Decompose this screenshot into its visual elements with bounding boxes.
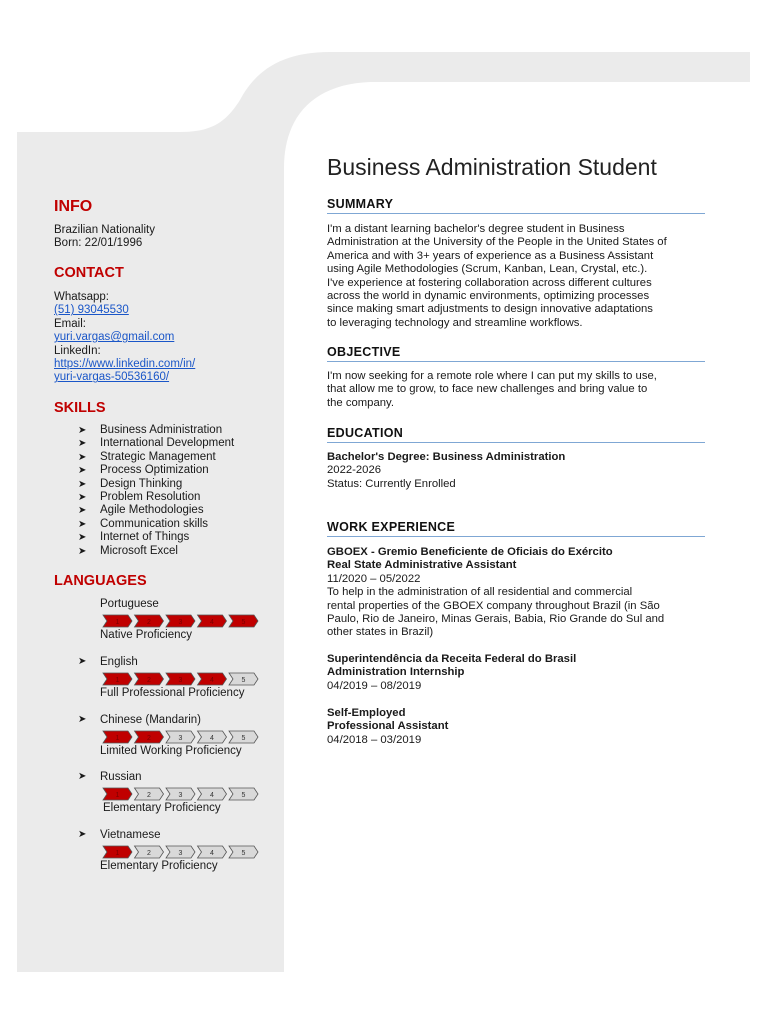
rating-segment-empty bbox=[166, 731, 195, 743]
objective-heading: OBJECTIVE bbox=[327, 345, 705, 362]
languages-heading: LANGUAGES bbox=[54, 573, 147, 589]
rating-segment-label: 2 bbox=[147, 735, 151, 742]
rating-segment-label: 3 bbox=[178, 850, 183, 857]
objective-text: I'm now seeking for a remote role where I can put my skills to use, that allow me to grow, to face new challenges and bring value to the company. bbox=[327, 370, 657, 409]
language-proficiency: Elementary Proficiency bbox=[103, 802, 221, 814]
info-block bbox=[54, 224, 155, 251]
proficiency-rating bbox=[102, 786, 262, 802]
rating-segment-empty bbox=[166, 846, 195, 858]
rating-segment-label: 4 bbox=[210, 850, 214, 857]
job-desc-line: rental properties of the GBOEX company throughout Brazil (in São bbox=[327, 599, 660, 612]
rating-segment-filled bbox=[198, 615, 227, 627]
rating-segment-label: 3 bbox=[178, 792, 183, 799]
job-desc-line: other states in Brazil) bbox=[327, 626, 434, 639]
degree: Bachelor's Degree: Business Administration bbox=[327, 451, 566, 463]
proficiency-rating bbox=[102, 613, 262, 629]
job-period: 04/2019 – 08/2019 bbox=[327, 679, 422, 692]
rating-segment-empty bbox=[229, 673, 258, 685]
rating-segment-filled bbox=[135, 615, 164, 627]
email-link[interactable]: yuri.vargas@gmail.com bbox=[54, 331, 175, 344]
rating-segment-label: 1 bbox=[115, 735, 120, 742]
skill-item: ➤ Microsoft Excel bbox=[78, 544, 178, 557]
job-entry bbox=[327, 707, 707, 747]
email-label: Email: bbox=[54, 317, 86, 330]
degree-status: Status: Currently Enrolled bbox=[327, 477, 456, 490]
rating-segment-label: 2 bbox=[147, 850, 151, 857]
rating-segment-label: 2 bbox=[147, 619, 151, 626]
education-heading: EDUCATION bbox=[327, 426, 705, 443]
skill-item: ➤ Internet of Things bbox=[78, 531, 190, 544]
rating-segment-filled bbox=[166, 673, 195, 685]
arrow-bullet-icon: ➤ bbox=[78, 545, 87, 557]
job-desc-line: To help in the administration of all residential and commercial bbox=[327, 586, 633, 599]
linkedin-link-line2[interactable]: yuri-vargas-50536160/ bbox=[54, 371, 170, 384]
birth-date: Born: 22/01/1996 bbox=[54, 237, 143, 250]
contact-block bbox=[54, 291, 195, 385]
rating-segment-label: 3 bbox=[178, 677, 183, 684]
rating-segment-label: 2 bbox=[147, 792, 151, 799]
rating-segment-label: 1 bbox=[115, 792, 120, 799]
page-title: Business Administration Student bbox=[327, 154, 657, 180]
arrow-bullet-icon: ➤ bbox=[78, 478, 87, 490]
arrow-bullet-icon: ➤ bbox=[78, 829, 87, 840]
language-proficiency: Limited Working Proficiency bbox=[100, 745, 242, 757]
skill-item: ➤ Strategic Management bbox=[78, 450, 216, 463]
skill-item: ➤ Communication skills bbox=[78, 517, 209, 530]
contact-heading: CONTACT bbox=[54, 265, 124, 281]
proficiency-rating bbox=[102, 671, 262, 687]
skill-item: ➤ Process Optimization bbox=[78, 464, 209, 477]
proficiency-rating bbox=[102, 729, 262, 745]
job-desc-line: Paulo, Rio de Janeiro, Minas Gerais, Babia, Rio Grande do Sul and bbox=[327, 613, 665, 626]
rating-segment-label: 3 bbox=[178, 735, 183, 742]
arrow-bullet-icon: ➤ bbox=[78, 518, 87, 530]
rating-segment-filled bbox=[103, 673, 132, 685]
proficiency-rating bbox=[102, 844, 262, 860]
whatsapp-link[interactable]: (51) 93045530 bbox=[54, 304, 129, 317]
rating-segment-empty bbox=[135, 846, 164, 858]
linkedin-label: LinkedIn: bbox=[54, 344, 101, 357]
skills-list bbox=[78, 424, 234, 558]
arrow-bullet-icon: ➤ bbox=[78, 465, 87, 477]
arrow-bullet-icon: ➤ bbox=[78, 532, 87, 544]
rating-segment-label: 4 bbox=[210, 735, 214, 742]
rating-segment-empty bbox=[229, 731, 258, 743]
degree-years: 2022-2026 bbox=[327, 464, 382, 477]
rating-segment-label: 5 bbox=[241, 792, 246, 799]
rating-segment-label: 4 bbox=[210, 677, 214, 684]
rating-segment-empty bbox=[198, 846, 227, 858]
arrow-bullet-icon: ➤ bbox=[78, 656, 87, 667]
arrow-bullet-icon: ➤ bbox=[78, 492, 87, 504]
arrow-bullet-icon: ➤ bbox=[78, 438, 87, 450]
summary-text: I'm a distant learning bachelor's degree student in Business Administration at the University of the People in the United States of America and with 3+ years of experience as a Business Assistant using Agile Methodologies (Scrum, Kanban, Lean, Crystal, etc.). I've experience at fostering collaboration across different cultures across the world in dynamic environments, optimizing processes since making smart adjustments to design innovative adaptations to leveraging technology and streamline workflows. bbox=[327, 223, 667, 329]
rating-segment-filled bbox=[135, 731, 164, 743]
arrow-bullet-icon: ➤ bbox=[78, 425, 87, 436]
nationality: Brazilian Nationality bbox=[54, 224, 155, 236]
language-name: Russian bbox=[100, 771, 142, 783]
rating-segment-label: 5 bbox=[241, 850, 246, 857]
rating-segment-label: 1 bbox=[115, 850, 120, 857]
job-period: 11/2020 – 05/2022 bbox=[327, 572, 421, 585]
rating-segment-label: 5 bbox=[241, 677, 246, 684]
arrow-bullet-icon: ➤ bbox=[78, 505, 87, 517]
rating-segment-label: 5 bbox=[241, 735, 246, 742]
skill-item: ➤ Problem Resolution bbox=[78, 491, 201, 504]
rating-segment-empty bbox=[198, 788, 227, 800]
rating-segment-empty bbox=[229, 846, 258, 858]
job-role: Professional Assistant bbox=[327, 720, 449, 733]
skill-item: ➤ Design Thinking bbox=[78, 477, 183, 490]
language-proficiency: Elementary Proficiency bbox=[100, 860, 218, 872]
rating-segment-empty bbox=[135, 788, 164, 800]
rating-segment-filled bbox=[103, 615, 132, 627]
rating-segment-label: 3 bbox=[178, 619, 183, 626]
job-entry bbox=[327, 546, 707, 640]
rating-segment-filled bbox=[229, 615, 258, 627]
rating-segment-empty bbox=[166, 788, 195, 800]
arrow-bullet-icon: ➤ bbox=[78, 714, 87, 725]
language-proficiency: Native Proficiency bbox=[100, 629, 193, 641]
job-company: GBOEX - Gremio Beneficiente de Oficiais do Exército bbox=[327, 546, 613, 558]
skill-item: ➤ Business Administration bbox=[78, 424, 223, 436]
rating-segment-filled bbox=[103, 846, 132, 858]
rating-segment-filled bbox=[103, 788, 132, 800]
skill-item: ➤ International Development bbox=[78, 437, 235, 450]
arrow-bullet-icon: ➤ bbox=[78, 771, 87, 782]
rating-segment-label: 4 bbox=[210, 619, 214, 626]
skills-heading: SKILLS bbox=[54, 400, 106, 416]
rating-segment-filled bbox=[166, 615, 195, 627]
job-role: Administration Internship bbox=[327, 666, 465, 679]
education-block bbox=[327, 451, 707, 491]
job-role: Real State Administrative Assistant bbox=[327, 559, 517, 572]
job-company: Self-Employed bbox=[327, 707, 406, 719]
job-entry bbox=[327, 653, 707, 693]
linkedin-link-line1[interactable]: https://www.linkedin.com/in/ bbox=[54, 358, 196, 371]
language-name: Portuguese bbox=[100, 598, 159, 610]
job-period: 04/2018 – 03/2019 bbox=[327, 733, 422, 746]
info-heading: INFO bbox=[54, 198, 93, 215]
rating-segment-empty bbox=[198, 731, 227, 743]
rating-segment-label: 1 bbox=[115, 619, 120, 626]
summary-heading: SUMMARY bbox=[327, 197, 705, 214]
rating-segment-empty bbox=[229, 788, 258, 800]
arrow-bullet-icon: ➤ bbox=[78, 451, 87, 463]
language-name: Vietnamese bbox=[100, 829, 161, 841]
language-name: English bbox=[100, 656, 138, 668]
job-company: Superintendência da Receita Federal do Brasil bbox=[327, 653, 577, 665]
rating-segment-label: 4 bbox=[210, 792, 214, 799]
rating-segment-filled bbox=[135, 673, 164, 685]
skill-item: ➤ Agile Methodologies bbox=[78, 504, 204, 517]
rating-segment-filled bbox=[198, 673, 227, 685]
language-proficiency: Full Professional Proficiency bbox=[100, 687, 245, 699]
language-name: Chinese (Mandarin) bbox=[100, 714, 201, 726]
work-heading: WORK EXPERIENCE bbox=[327, 520, 705, 537]
rating-segment-filled bbox=[103, 731, 132, 743]
rating-segment-label: 1 bbox=[115, 677, 120, 684]
whatsapp-label: Whatsapp: bbox=[54, 291, 109, 303]
rating-segment-label: 2 bbox=[147, 677, 151, 684]
rating-segment-label: 5 bbox=[241, 619, 246, 626]
